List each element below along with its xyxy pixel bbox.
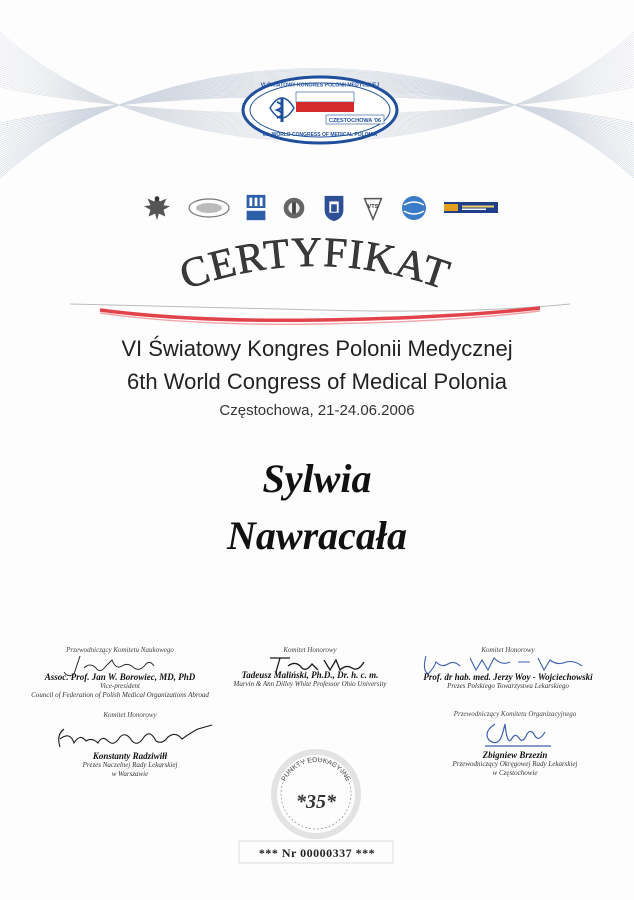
city-shield-icon [321, 193, 347, 223]
unesco-emblem-icon [244, 193, 268, 223]
stamp-ring-text: PUNKTY EDUKACYJNE [280, 756, 352, 783]
svg-text:VTS: VTS [367, 204, 379, 210]
signature-desc-1: Przewodniczący Okręgowej Rady Lekarskiej [452, 760, 578, 768]
signature-desc-2: w Warszawie [111, 770, 149, 778]
place-and-date: Częstochowa, 21-24.06.2006 [219, 402, 415, 419]
signature-block-radziwill [40, 711, 220, 779]
signature-desc-1: Prezes Polskiego Towarzystwa Lekarskiego [447, 682, 569, 690]
signature-desc-2: Council of Federation of Polish Medical Organizations Abroad [31, 691, 209, 699]
certificate-title-arch [150, 222, 480, 312]
signature-desc-1: Vice-president [99, 682, 141, 690]
globe-icon [399, 193, 429, 223]
certificate-title: CERTYFIKAT [174, 229, 456, 299]
education-points-stamp [268, 744, 364, 840]
polish-eagle-icon [140, 193, 174, 223]
signature-name: Prof. dr hab. med. Jerzy Woy - Wojciechowski [423, 672, 593, 682]
congress-logo [240, 74, 400, 146]
signature-role: Komitet Honorowy [481, 646, 535, 654]
sponsor-banner-icon [442, 193, 500, 223]
signature-name: Konstanty Radziwiłł [92, 751, 168, 761]
vts-logo-icon [360, 193, 386, 223]
signature-role: Przewodniczący Komitetu Organizacyjnego [453, 710, 577, 718]
signature-desc-2: w Częstochowie [492, 769, 538, 777]
svg-text:CERTYFIKAT [174, 230, 455, 299]
sponsor-logos-row [140, 190, 500, 226]
circle-emblem-icon [187, 193, 231, 223]
signature-block-brzezin [430, 710, 600, 778]
signature-name: Assoc. Prof. Jan W. Borowiec, MD, PhD [44, 672, 196, 682]
signature-desc-1: Prezes Naczelnej Rady Lekarskiej [82, 761, 178, 769]
stamp-points-value: *35* [296, 791, 336, 813]
congress-title-en: 6th World Congress of Medical Polonia [127, 369, 507, 394]
handwritten-signature-radziwill [40, 719, 220, 753]
signature-name: Zbigniew Brzezin [482, 750, 548, 760]
signature-name: Tadeusz Maliński, Ph.D., Dr. h. c. m. [241, 670, 379, 680]
decorative-ribbon [70, 300, 570, 330]
signature-role: Komitet Honorowy [103, 711, 157, 719]
signature-role: Przewodniczący Komitetu Naukowego [66, 646, 174, 654]
logo-top-text: VI ŚWIATOWY KONGRES POLONII MEDYCZNEJ [260, 82, 380, 89]
handwritten-signature-brzezin [455, 718, 575, 752]
signature-block-woy-wojciechowski [398, 646, 618, 691]
logo-city-year: CZĘSTOCHOWA '06 [328, 118, 382, 124]
signature-role: Komitet Honorowy [283, 646, 337, 654]
logo-bottom-text: 6th WORLD CONGRESS OF MEDICAL POLONIA [262, 132, 378, 138]
signature-block-malinski [215, 646, 405, 689]
signature-block-scientific-chair [20, 646, 220, 700]
signature-desc-1: Marvin & Ann Dilley White Professor Ohio University [233, 680, 387, 688]
crest-icon [281, 193, 307, 223]
congress-title-pl: VI Światowy Kongres Polonii Medycznej [121, 336, 513, 361]
certificate-serial-number: *** Nr 00000337 *** [258, 846, 376, 860]
recipient-first-name: Sylwia [262, 456, 372, 501]
recipient-last-name: Nawracała [227, 513, 407, 558]
